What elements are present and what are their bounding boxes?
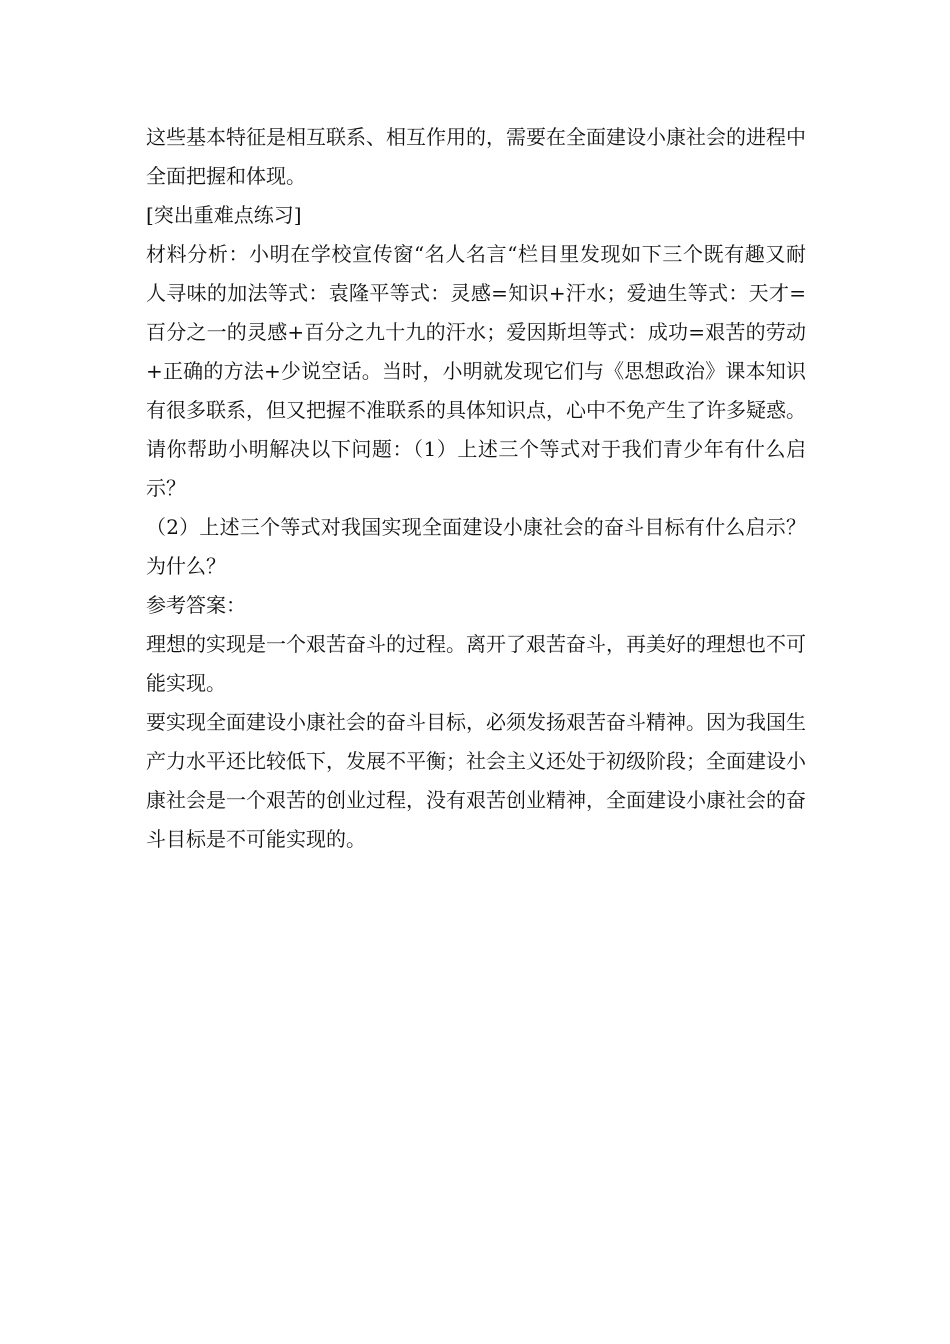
document-body (146, 118, 806, 859)
answer-heading: 参考答案： (146, 593, 246, 617)
paragraph-answer-2: 要实现全面建设小康社会的奋斗目标，必须发扬艰苦奋斗精神。因为我国生产力水平还比较低下，发展不平衡；社会主义还处于初级阶段；全面建设小康社会是一个艰苦的创业过程，没有艰苦创业精神，全面建设小康社会的奋斗目标是不可能实现的。 (146, 710, 806, 851)
paragraph-question-2: （2）上述三个等式对我国实现全面建设小康社会的奋斗目标有什么启示？为什么？ (146, 515, 806, 578)
paragraph-answer-1: 理想的实现是一个艰苦奋斗的过程。离开了艰苦奋斗，再美好的理想也不可能实现。 (146, 632, 806, 695)
paragraph-intro: 这些基本特征是相互联系、相互作用的，需要在全面建设小康社会的进程中全面把握和体现。 (146, 125, 806, 188)
paragraph-material-analysis: 材料分析：小明在学校宣传窗“名人名言“栏目里发现如下三个既有趣又耐人寻味的加法等式：袁隆平等式：灵感=知识+汗水；爱迪生等式：天才=百分之一的灵感+百分之九十九的汗水；爱因斯坦等式：成功=艰苦的劳动+正确的方法+少说空话。当时，小明就发现它们与《思想政治》课本知识有很多联系，但又把握不准联系的具体知识点，心中不免产生了许多疑惑。请你帮助小明解决以下问题：（1）上述三个等式对于我们青少年有什么启示？ (146, 242, 806, 500)
section-heading: [突出重难点练习] (146, 203, 302, 227)
